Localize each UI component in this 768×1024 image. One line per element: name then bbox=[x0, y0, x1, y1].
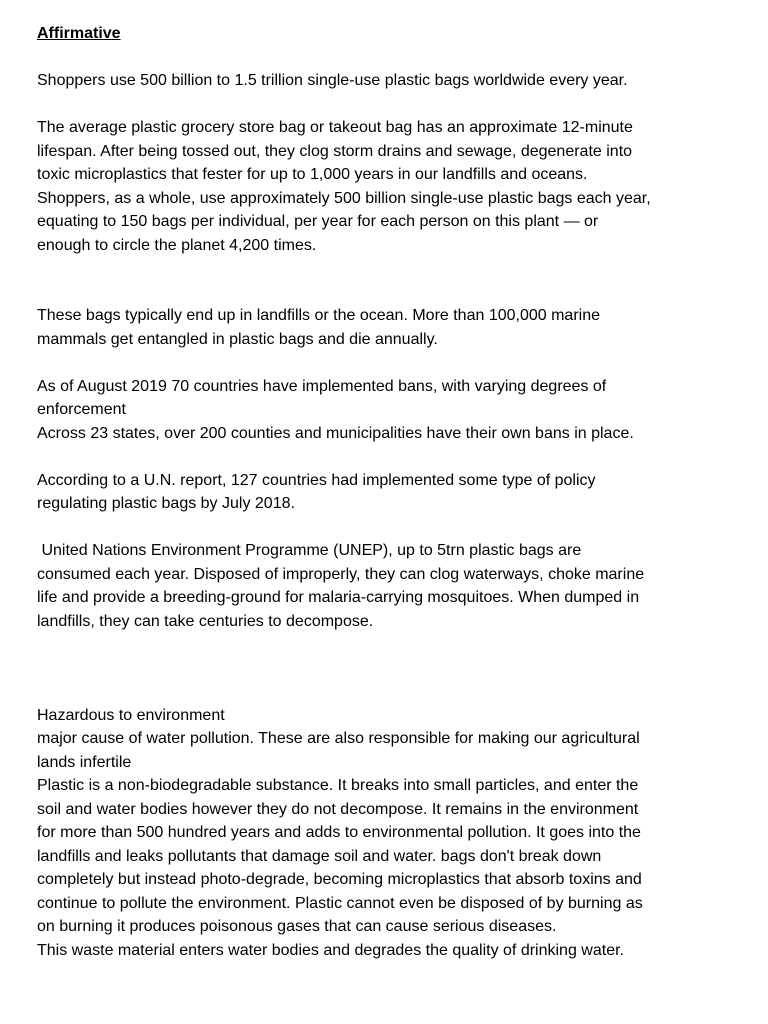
paragraph-bag-usage bbox=[37, 69, 737, 93]
paragraph-line: Shoppers use 500 billion to 1.5 trillion single-use plastic bags worldwide every year. bbox=[37, 72, 628, 89]
paragraph-line: Plastic is a non-biodegradable substance. It breaks into small particles, and enter the bbox=[37, 777, 639, 794]
paragraph-line: lifespan. After being tossed out, they clog storm drains and sewage, degenerate into bbox=[37, 142, 633, 160]
paragraph-bag-lifespan bbox=[37, 116, 737, 257]
paragraph-line: Shoppers, as a whole, use approximately 500 billion single-use plastic bags each year, bbox=[37, 189, 651, 207]
paragraph-marine-impact bbox=[37, 304, 737, 351]
paragraph-line: landfills, they can take centuries to decompose. bbox=[37, 612, 374, 630]
paragraph-line: on burning it produces poisonous gases that can cause serious diseases. bbox=[37, 918, 557, 935]
document-heading: Affirmative bbox=[37, 25, 121, 42]
paragraph-line: completely but instead photo-degrade, becoming microplastics that absorb toxins and bbox=[37, 871, 642, 888]
paragraph-line: Across 23 states, over 200 counties and municipalities have their own bans in place. bbox=[37, 424, 634, 442]
paragraph-line: United Nations Environment Programme (UNEP), up to 5trn plastic bags are bbox=[37, 542, 582, 559]
paragraph-line: This waste material enters water bodies and degrades the quality of drinking water. bbox=[37, 941, 624, 959]
paragraph-line: for more than 500 hundred years and adds to environmental pollution. It goes into the bbox=[37, 824, 641, 841]
paragraph-line: Hazardous to environment bbox=[37, 706, 225, 724]
paragraph-line: equating to 150 bags per individual, per year for each person on this plant — or bbox=[37, 213, 599, 230]
paragraph-line: life and provide a breeding-ground for malaria-carrying mosquitoes. When dumped in bbox=[37, 589, 640, 606]
paragraph-un-report bbox=[37, 469, 737, 516]
paragraph-line: major cause of water pollution. These are also responsible for making our agricultural bbox=[37, 730, 640, 747]
paragraph-line: lands infertile bbox=[37, 753, 132, 771]
paragraph-line: landfills and leaks pollutants that damage soil and water. bags don't break down bbox=[37, 847, 602, 865]
paragraph-hazardous bbox=[37, 704, 737, 963]
paragraph-line: mammals get entangled in plastic bags and die annually. bbox=[37, 330, 438, 348]
paragraph-unep bbox=[37, 539, 737, 633]
paragraph-line: As of August 2019 70 countries have implemented bans, with varying degrees of bbox=[37, 377, 607, 395]
paragraph-bans bbox=[37, 375, 737, 446]
paragraph-line: According to a U.N. report, 127 countries had implemented some type of policy bbox=[37, 471, 596, 489]
paragraph-line: toxic microplastics that fester for up to 1,000 years in our landfills and oceans. bbox=[37, 166, 588, 183]
paragraph-line: enough to circle the planet 4,200 times. bbox=[37, 236, 317, 254]
paragraph-line: These bags typically end up in landfills or the ocean. More than 100,000 marine bbox=[37, 307, 601, 324]
paragraph-line: soil and water bodies however they do not decompose. It remains in the environment bbox=[37, 800, 639, 818]
paragraph-line: consumed each year. Disposed of improperly, they can clog waterways, choke marine bbox=[37, 565, 645, 583]
document-page bbox=[37, 22, 737, 962]
paragraph-line: enforcement bbox=[37, 401, 126, 418]
paragraph-line: continue to pollute the environment. Plastic cannot even be disposed of by burning as bbox=[37, 894, 643, 912]
paragraph-line: The average plastic grocery store bag or takeout bag has an approximate 12-minute bbox=[37, 119, 633, 136]
paragraph-line: regulating plastic bags by July 2018. bbox=[37, 495, 295, 512]
